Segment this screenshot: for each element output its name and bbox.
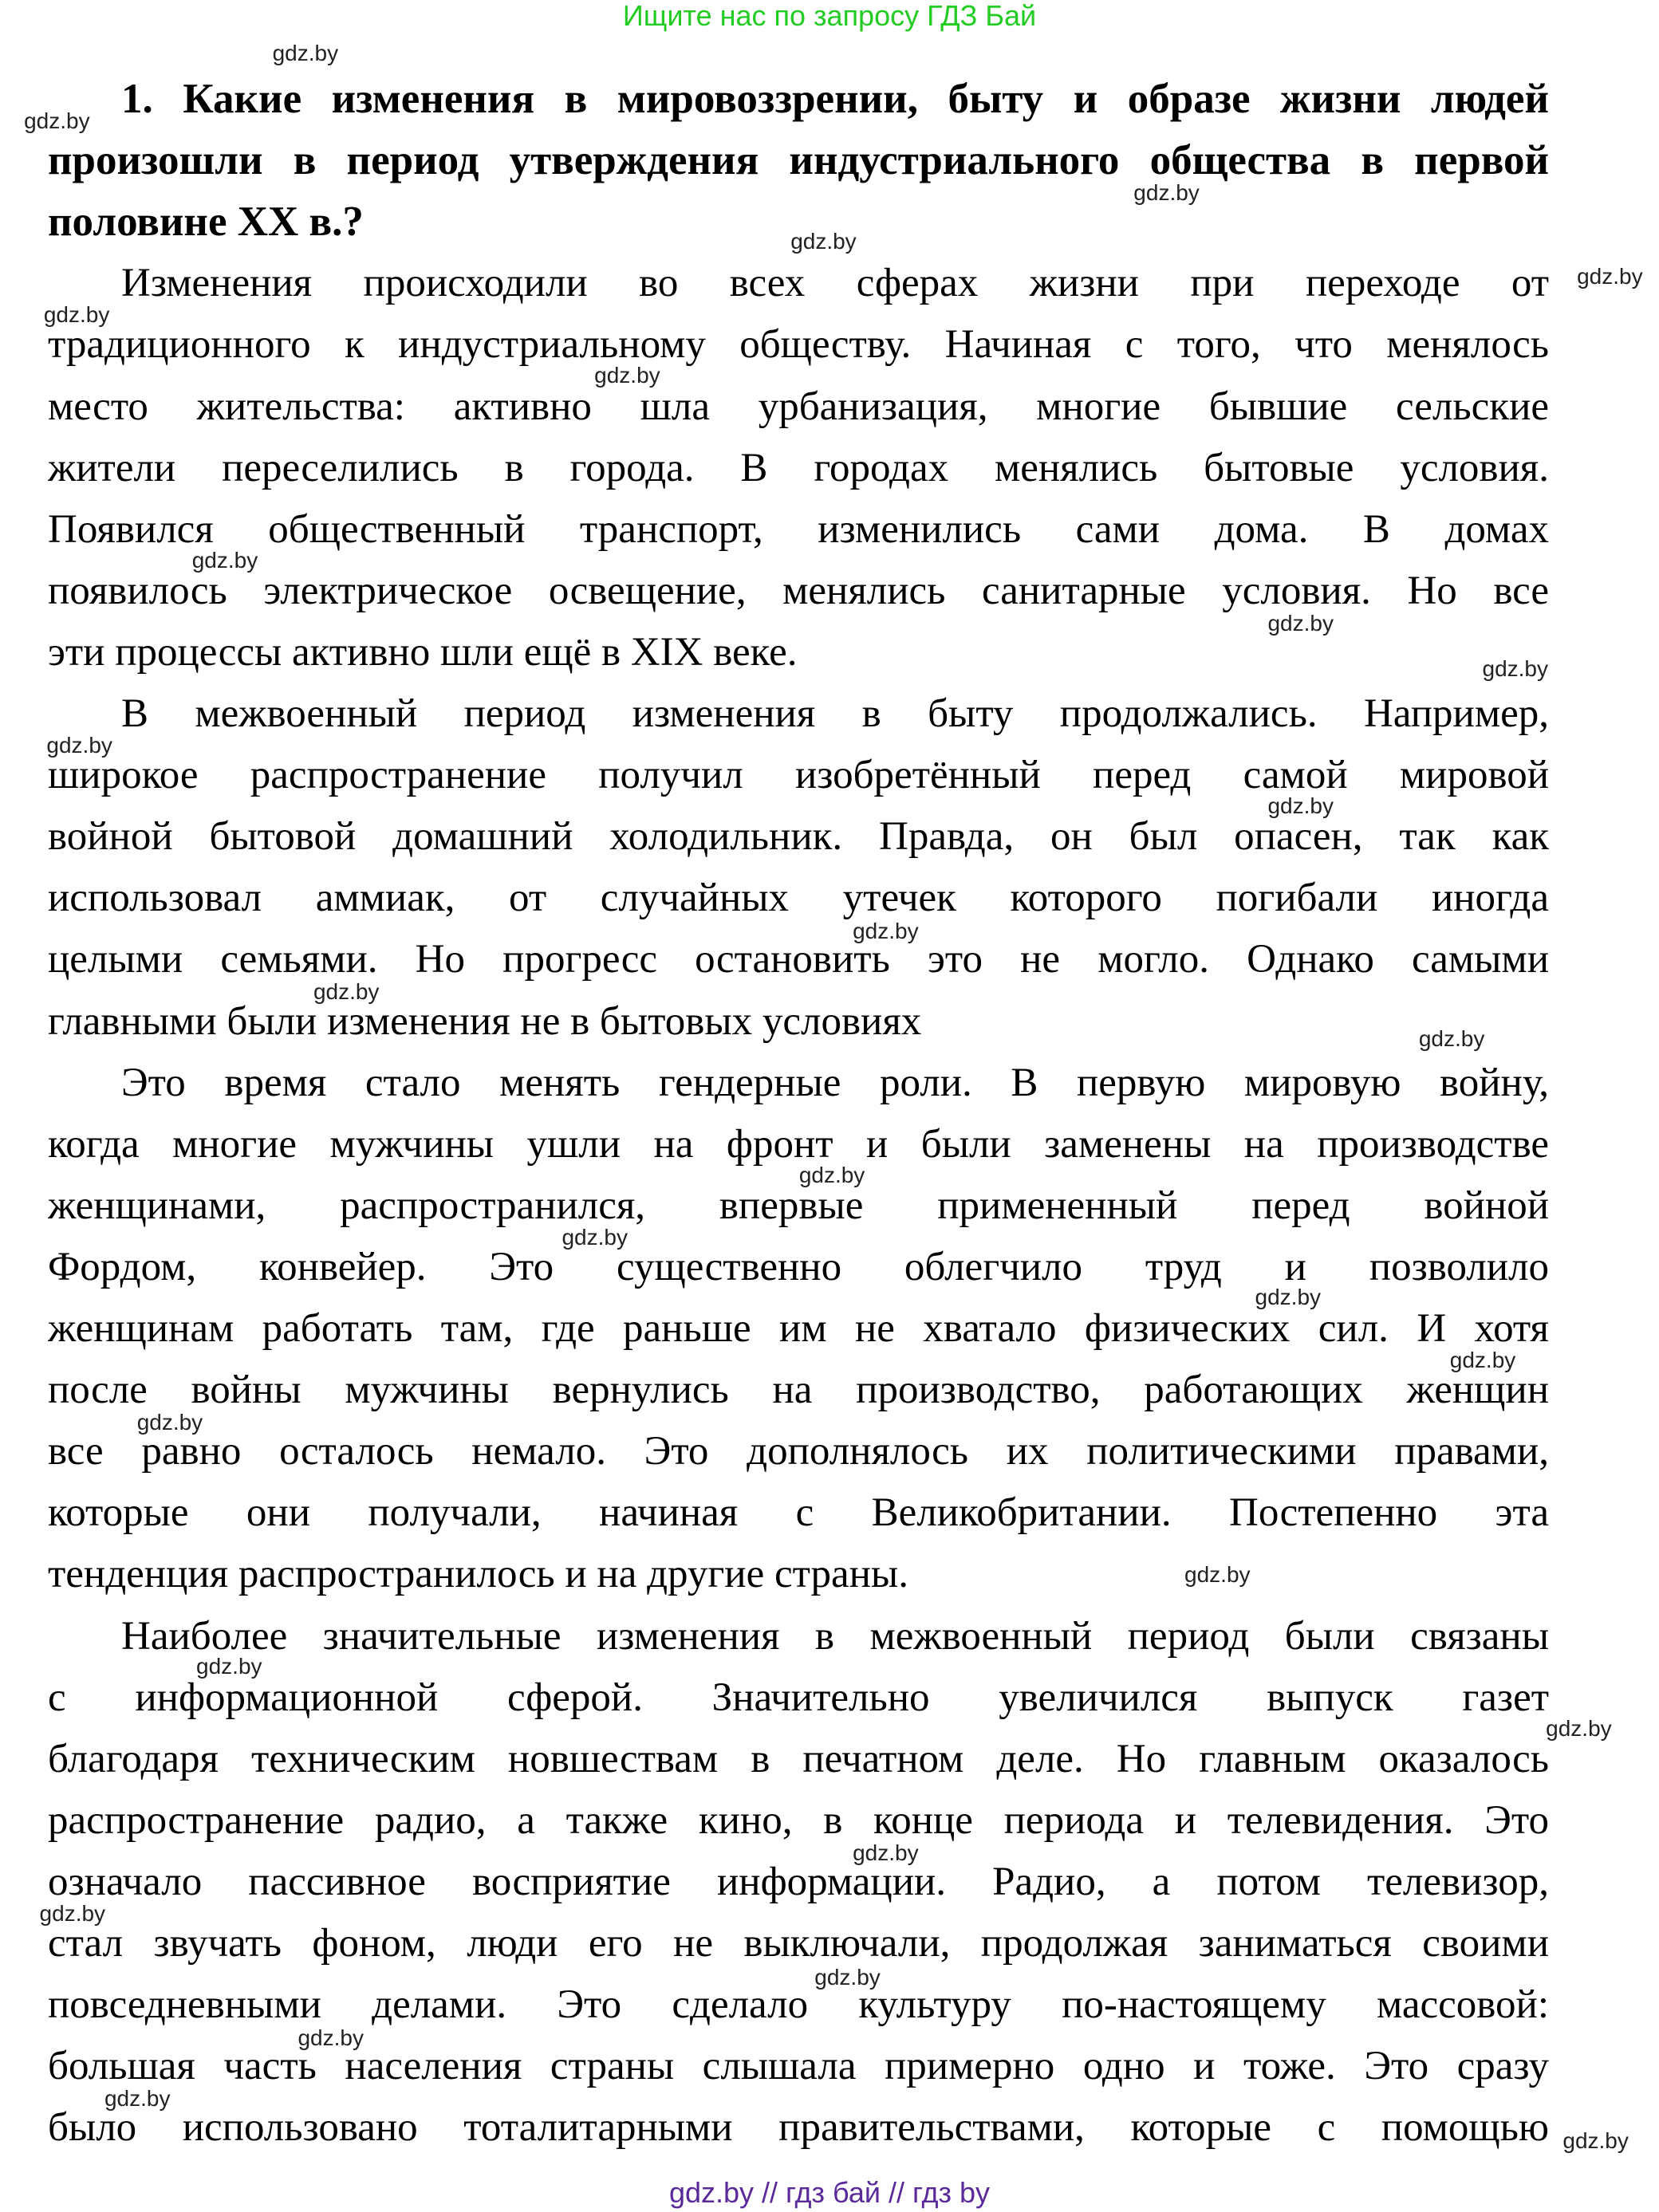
watermark-text: gdz.by — [853, 919, 919, 944]
paragraph-line: Фордом, конвейер. Это существенно облегчило труд и позволило — [48, 1244, 1549, 1289]
watermark-text: gdz.by — [1577, 263, 1643, 289]
watermark-text: gdz.by — [24, 108, 90, 134]
watermark-text: gdz.by — [298, 2025, 364, 2050]
watermark-text: gdz.by — [1562, 2128, 1629, 2154]
watermark-text: gdz.by — [562, 1225, 628, 1250]
paragraph-line: после войны мужчины вернулись на производство, работающих женщин — [48, 1368, 1549, 1413]
paragraph-line: Изменения происходили во всех сферах жизни при переходе от — [121, 261, 1549, 306]
watermark-text: gdz.by — [1482, 655, 1548, 681]
paragraph-line: Наиболее значительные изменения в межвоенный период были связаны — [121, 1613, 1549, 1659]
paragraph-line: повседневными делами. Это сделало культуру по-настоящему массовой: — [48, 1982, 1549, 2028]
watermark-text: gdz.by — [853, 1840, 919, 1865]
paragraph-line: эти процессы активно шли ещё в XIX веке. — [48, 629, 798, 675]
paragraph-line: стал звучать фоном, люди его не выключали, продолжая заниматься своими — [48, 1921, 1549, 1966]
watermark-text: gdz.by — [814, 1964, 881, 1990]
watermark-text: gdz.by — [39, 1901, 106, 1927]
footer-links[interactable]: gdz.by // гдз бай // гдз by — [668, 2176, 991, 2209]
paragraph-line: женщинами, распространился, впервые примененный перед войной — [48, 1183, 1549, 1228]
paragraph-line: широкое распространение получил изобретённый перед самой мировой — [48, 753, 1549, 798]
watermark-text: gdz.by — [46, 732, 112, 758]
watermark-text: gdz.by — [313, 979, 380, 1005]
watermark-text: gdz.by — [196, 1654, 262, 1679]
paragraph-line: распространение радио, а также кино, в конце периода и телевидения. Это — [48, 1797, 1549, 1843]
paragraph-line: Это время стало менять гендерные роли. В первую мировую войну, — [121, 1060, 1549, 1105]
watermark-text: gdz.by — [1267, 793, 1334, 818]
paragraph-line: большая часть населения страны слышала примерно одно и тоже. Это сразу — [48, 2044, 1549, 2089]
search-banner[interactable]: Ищите нас по запросу ГДЗ Бай — [622, 0, 1037, 32]
watermark-text: gdz.by — [1184, 1562, 1251, 1588]
paragraph-line: было использовано тоталитарными правительствами, которые с помощью — [48, 2105, 1549, 2151]
paragraph-line: место жительства: активно шла урбанизация, многие бывшие сельские — [48, 384, 1549, 429]
watermark-text: gdz.by — [43, 301, 110, 327]
watermark-text: gdz.by — [798, 1163, 865, 1188]
watermark-text: gdz.by — [1267, 611, 1334, 636]
paragraph-line: означало пассивное восприятие информации. Радио, а потом телевизор, — [48, 1859, 1549, 1904]
question-heading-line: 1. Какие изменения в мировоззрении, быту и образе жизни людей — [121, 76, 1549, 122]
paragraph-line: когда многие мужчины ушли на фронт и были заменены на производстве — [48, 1121, 1549, 1167]
question-heading-line: произошли в период утверждения индустриального общества в первой — [48, 137, 1549, 184]
watermark-text: gdz.by — [136, 1410, 203, 1435]
paragraph-line: женщинам работать там, где раньше им не хватало физических сил. И хотя — [48, 1306, 1549, 1351]
watermark-text: gdz.by — [1255, 1284, 1322, 1309]
paragraph-line: с информационной сферой. Значительно увеличился выпуск газет — [48, 1675, 1549, 1720]
watermark-text: gdz.by — [1133, 180, 1200, 206]
paragraph-line: традиционного к индустриальному обществу. Начиная с того, что менялось — [48, 322, 1549, 368]
paragraph-line: благодаря техническим новшествам в печатном деле. Но главным оказалось — [48, 1736, 1549, 1781]
watermark-text: gdz.by — [272, 41, 339, 66]
paragraph-line: В межвоенный период изменения в быту продолжались. Например, — [121, 691, 1549, 736]
watermark-text: gdz.by — [594, 362, 660, 388]
watermark-text: gdz.by — [1418, 1025, 1485, 1051]
watermark-text: gdz.by — [191, 547, 258, 573]
paragraph-line: жители переселились в города. В городах менялись бытовые условия. — [48, 445, 1549, 490]
paragraph-line: войной бытовой домашний холодильник. Правда, он был опасен, так как — [48, 814, 1549, 860]
watermark-text: gdz.by — [104, 2085, 171, 2111]
paragraph-line: тенденция распространилось и на другие страны. — [48, 1552, 908, 1597]
paragraph-line: которые они получали, начиная с Великобритании. Постепенно эта — [48, 1490, 1549, 1536]
paragraph-line: появилось электрическое освещение, менялись санитарные условия. Но все — [48, 568, 1549, 613]
watermark-text: gdz.by — [1546, 1716, 1612, 1742]
watermark-text: gdz.by — [1449, 1348, 1516, 1373]
watermark-text: gdz.by — [790, 228, 857, 254]
paragraph-line: главными были изменения не в бытовых условиях — [48, 998, 922, 1044]
paragraph-line: все равно осталось немало. Это дополнялось их политическими правами, — [48, 1429, 1549, 1474]
paragraph-line: использовал аммиак, от случайных утечек которого погибали иногда — [48, 876, 1549, 921]
question-heading-line: половине XX в.? — [48, 199, 364, 246]
paragraph-line: целыми семьями. Но прогресс остановить это не могло. Однако самыми — [48, 937, 1549, 982]
paragraph-line: Появился общественный транспорт, изменились сами дома. В домах — [48, 506, 1549, 552]
